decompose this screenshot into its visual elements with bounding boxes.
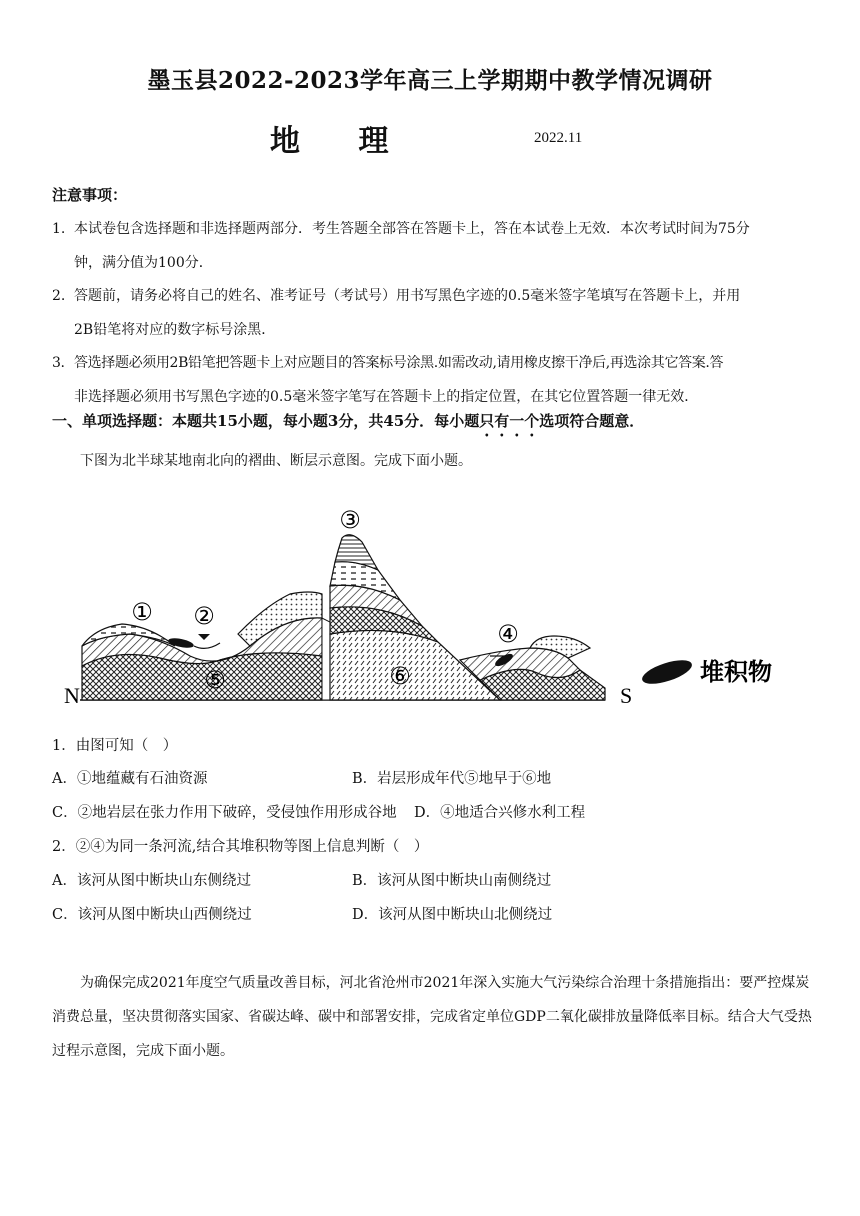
label-5: ⑤ <box>204 666 226 694</box>
label-north: N <box>64 683 80 708</box>
notice-item-text: 答选择题必须用2B铅笔把答题卡上对应题目的答案标号涂黑.如需改动,请用橡皮擦干净后,再选涂其它答案.答 <box>74 355 724 371</box>
question-2-stem: 2．②④为同一条河流,结合其堆积物等图上信息判断（ ） <box>52 839 429 855</box>
notice-item-2 <box>52 279 812 347</box>
section-heading-text: 一、单项选择题：本题共15小题，每小题3分，共45分．每小题 <box>52 412 480 430</box>
q1-option-b: B．岩层形成年代⑤地早于⑥地 <box>352 771 552 787</box>
label-2: ② <box>193 602 215 630</box>
notice-heading: 注意事项： <box>52 186 128 204</box>
notice-item-number: 3. <box>52 355 65 371</box>
subject-title: 地 理 <box>270 124 413 159</box>
fold-fault-diagram <box>60 498 790 720</box>
section-heading-text-end: 选项符合题意． <box>539 412 645 430</box>
q2-option-a: A．该河从图中断块山东侧绕过 <box>52 873 251 889</box>
passage-2: 为确保完成2021年度空气质量改善目标，河北省沧州市2021年深入实施大气污染综合治理十条措施指出：要严控煤炭消费总量，坚决贯彻落实国家、省碳达峰、碳中和部署安排，完成省定单位GDP二氧化碳排放量降低率目标。结合大气受热过程示意图，完成下面小题。 <box>52 975 812 1059</box>
q1-option-d: D．④地适合兴修水利工程 <box>414 805 586 821</box>
q2-option-c: C．该河从图中断块山西侧绕过 <box>52 907 252 923</box>
notice-item-text-cont: 2B铅笔将对应的数字标号涂黑． <box>74 322 276 338</box>
question-intro: 下图为北半球某地南北向的褶曲、断层示意图。完成下面小题。 <box>80 453 472 469</box>
q1-option-a: A．①地蕴藏有石油资源 <box>52 771 208 787</box>
notice-item-number: 2. <box>52 288 66 304</box>
notice-item-1 <box>52 212 812 280</box>
q1-option-c: C．②地岩层在张力作用下破碎，受侵蚀作用形成谷地 <box>52 805 397 821</box>
exam-date: 2022.11 <box>534 130 583 146</box>
notice-item-text: 答题前，请务必将自己的姓名、准考证号（考试号）用书写黑色字迹的0.5毫米签字笔填写在答题卡上，并用 <box>74 288 741 304</box>
notice-item-text-cont: 非选择题必须用书写黑色字迹的0.5毫米签字笔写在答题卡上的指定位置，在其它位置答题一律无效． <box>74 389 699 405</box>
section-heading-emphasis: 只有一个 <box>479 412 540 430</box>
label-1: ① <box>131 598 153 626</box>
label-4: ④ <box>497 620 519 648</box>
section-heading <box>52 410 644 440</box>
exam-title: 墨玉县2022-2023学年高三上学期期中教学情况调研 <box>147 67 713 94</box>
q2-option-d: D．该河从图中断块山北侧绕过 <box>352 907 553 923</box>
question-1-stem: 1．由图可知（ ） <box>52 738 178 754</box>
notice-item-3 <box>52 346 812 414</box>
notice-item-text: 本试卷包含选择题和非选择题两部分．考生答题全部答在答题卡上，答在本试卷上无效．本次考试时间为75分 <box>74 221 750 237</box>
q2-option-b: B．该河从图中断块山南侧绕过 <box>352 873 552 889</box>
label-6: ⑥ <box>389 662 411 690</box>
label-3: ③ <box>339 506 361 534</box>
notice-item-number: 1. <box>52 221 66 237</box>
label-south: S <box>620 683 633 708</box>
legend-deposit-swatch <box>639 655 694 688</box>
legend-deposit-label: 堆积物 <box>700 658 772 686</box>
notice-item-text-cont: 钟，满分值为100分． <box>74 255 213 271</box>
